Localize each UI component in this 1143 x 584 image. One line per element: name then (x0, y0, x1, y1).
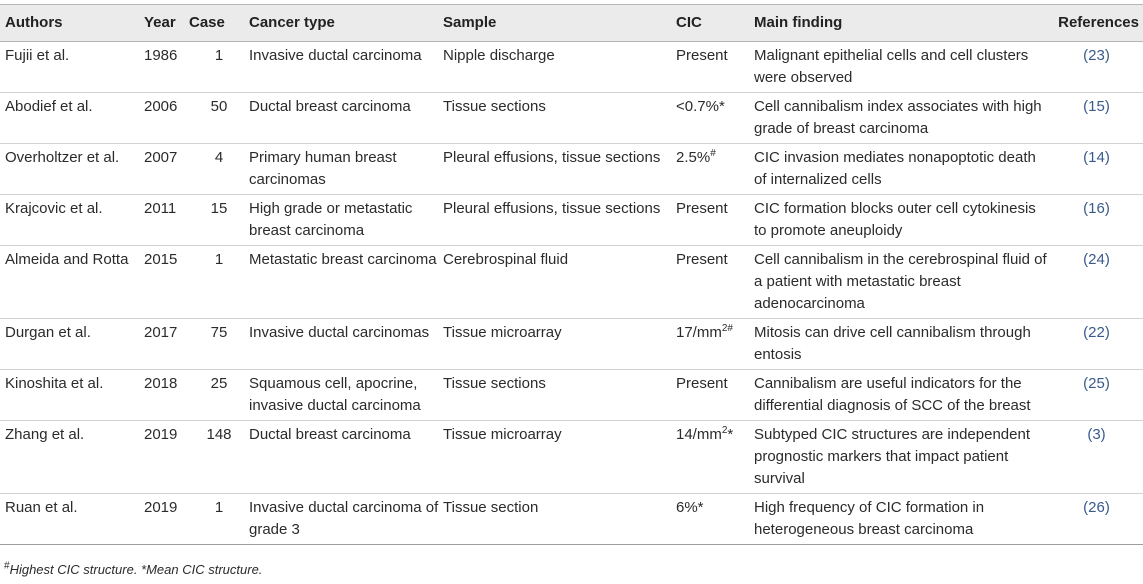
cell-main-finding: High frequency of CIC formation in heterogeneous breast carcinoma (754, 499, 985, 538)
cell-case: 50 (210, 98, 228, 115)
cell-cancer-type: Invasive ductal carcinomas (249, 324, 430, 341)
cic-value: Present (676, 375, 728, 392)
cell-authors: Zhang et al. (5, 426, 85, 443)
cic-superscript: 2# (721, 323, 733, 334)
cell-cic (676, 195, 754, 246)
cic-superscript: # (710, 148, 716, 159)
table-row (0, 370, 1143, 421)
cell-reference[interactable]: (22) (1083, 324, 1110, 341)
table-row (0, 319, 1143, 370)
cic-value: Present (676, 251, 728, 268)
cell-case: 75 (210, 324, 228, 341)
cell-reference[interactable]: (26) (1083, 499, 1110, 516)
cell-authors: Abodief et al. (5, 98, 93, 115)
table-row (0, 494, 1143, 545)
header-cancer-type: Cancer type (249, 14, 335, 31)
cell-main-finding: Mitosis can drive cell cannibalism through entosis (754, 324, 1031, 363)
cell-cancer-type: Ductal breast carcinoma (249, 98, 411, 115)
cell-year: 2015 (144, 251, 178, 268)
cell-year: 2006 (144, 98, 178, 115)
table-footnote (4, 562, 262, 577)
cell-sample: Tissue section (443, 499, 539, 516)
cell-cic (676, 42, 754, 93)
cell-sample: Tissue microarray (443, 426, 562, 443)
table-row (0, 195, 1143, 246)
header-references: References (1058, 14, 1139, 31)
cell-authors: Overholtzer et al. (5, 149, 120, 166)
cic-value: Present (676, 200, 728, 217)
cell-main-finding: Cell cannibalism in the cerebrospinal fluid of a patient with metastatic breast adenocarcinoma (754, 251, 1047, 312)
cic-value: 6%* (676, 499, 704, 516)
cell-cancer-type: High grade or metastatic breast carcinoma (249, 200, 413, 239)
cell-authors: Durgan et al. (5, 324, 91, 341)
cell-sample: Tissue sections (443, 375, 546, 392)
table-row (0, 144, 1143, 195)
cell-year: 2011 (144, 200, 177, 217)
table-row (0, 421, 1143, 494)
cell-authors: Krajcovic et al. (5, 200, 103, 217)
cell-main-finding: Malignant epithelial cells and cell clusters were observed (754, 47, 1029, 86)
cell-cancer-type: Ductal breast carcinoma (249, 426, 411, 443)
cell-year: 2018 (144, 375, 178, 392)
cell-cancer-type: Primary human breast carcinomas (249, 149, 397, 188)
cell-cic (676, 494, 754, 545)
cell-year: 2017 (144, 324, 178, 341)
header-authors: Authors (5, 14, 63, 31)
cic-suffix: * (727, 426, 734, 443)
cell-reference[interactable]: (24) (1083, 251, 1110, 268)
cell-cic (676, 93, 754, 144)
cic-value: 17/mm (676, 324, 722, 341)
cell-cic (676, 421, 754, 494)
table-row (0, 246, 1143, 319)
cell-case: 1 (214, 251, 224, 268)
header-case: Case (189, 14, 225, 31)
cell-case: 1 (214, 47, 224, 64)
header-main-finding: Main finding (754, 14, 843, 31)
cell-reference[interactable]: (16) (1083, 200, 1110, 217)
cell-authors: Fujii et al. (5, 47, 70, 64)
cic-superscript: 2 (721, 425, 728, 436)
cell-main-finding: Cell cannibalism index associates with high grade of breast carcinoma (754, 98, 1042, 137)
cell-sample: Nipple discharge (443, 47, 555, 64)
cell-reference[interactable]: (25) (1083, 375, 1110, 392)
cell-authors: Almeida and Rotta (5, 251, 129, 268)
cic-table (0, 4, 1143, 545)
table-header-row (0, 5, 1143, 42)
cell-cic (676, 319, 754, 370)
cell-year: 2007 (144, 149, 178, 166)
header-year: Year (144, 14, 176, 31)
cell-case: 148 (206, 426, 232, 443)
cic-value: Present (676, 47, 728, 64)
cell-year: 2019 (144, 499, 178, 516)
cell-sample: Cerebrospinal fluid (443, 251, 569, 268)
cell-year: 2019 (144, 426, 178, 443)
cell-reference[interactable]: (15) (1083, 98, 1110, 115)
cell-cancer-type: Metastatic breast carcinoma (249, 251, 437, 268)
header-sample: Sample (443, 14, 497, 31)
cell-cancer-type: Invasive ductal carcinoma (249, 47, 422, 64)
cell-main-finding: CIC invasion mediates nonapoptotic death of internalized cells (754, 149, 1036, 188)
cell-case: 4 (214, 149, 224, 166)
cell-cic (676, 144, 754, 195)
cell-case: 15 (210, 200, 228, 217)
cell-reference[interactable]: (14) (1083, 149, 1110, 166)
cell-sample: Tissue microarray (443, 324, 562, 341)
footnote-text: Highest CIC structure. *Mean CIC structure. (9, 562, 263, 577)
cell-main-finding: Cannibalism are useful indicators for the differential diagnosis of SCC of the breast (754, 375, 1031, 414)
cell-case: 1 (214, 499, 224, 516)
table-row (0, 42, 1143, 93)
cell-main-finding: Subtyped CIC structures are independent prognostic markers that impact patient survival (754, 426, 1030, 487)
footnote-mark: # (4, 560, 10, 572)
cell-cic (676, 246, 754, 319)
cell-sample: Pleural effusions, tissue sections (443, 149, 661, 166)
cell-cic (676, 370, 754, 421)
cell-authors: Kinoshita et al. (5, 375, 104, 392)
cell-main-finding: CIC formation blocks outer cell cytokinesis to promote aneuploidy (754, 200, 1036, 239)
cic-value: <0.7%* (676, 98, 725, 115)
cell-reference[interactable]: (3) (1087, 426, 1106, 443)
cell-case: 25 (210, 375, 228, 392)
header-cic: CIC (676, 14, 702, 31)
cell-authors: Ruan et al. (5, 499, 78, 516)
cic-value: 2.5% (676, 149, 711, 166)
table-row (0, 93, 1143, 144)
cic-value: 14/mm (676, 426, 722, 443)
cell-sample: Pleural effusions, tissue sections (443, 200, 661, 217)
cell-sample: Tissue sections (443, 98, 546, 115)
cell-year: 1986 (144, 47, 178, 64)
cell-cancer-type: Invasive ductal carcinoma of grade 3 (249, 499, 439, 538)
cell-cancer-type: Squamous cell, apocrine, invasive ductal carcinoma (249, 375, 421, 414)
cell-reference[interactable]: (23) (1083, 47, 1110, 64)
